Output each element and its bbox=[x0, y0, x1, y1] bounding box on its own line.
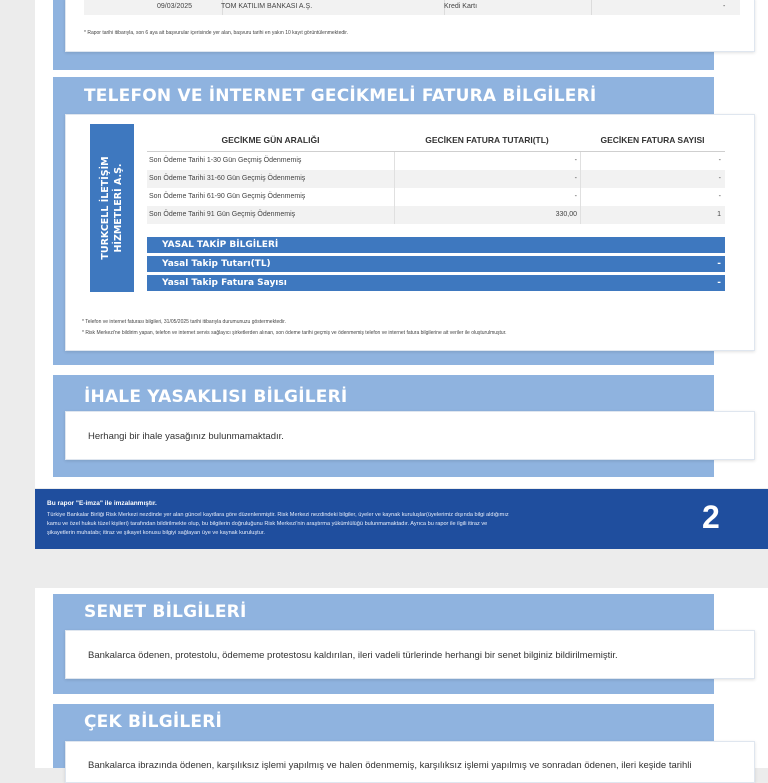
yasal-takip-tutar-row bbox=[147, 256, 725, 272]
yasal-takip-sayi-value: - bbox=[717, 278, 721, 288]
applications-table-row bbox=[84, 0, 740, 15]
cek-text: Bankalarca ibrazında ödenen, karşılıksız işlemi yapılmış ve halen ödenmemiş, karşılıksız işlemi yapılmış ve sonradan ödenen, ileri keşide tarihli bbox=[88, 760, 692, 771]
application-value: - bbox=[723, 3, 726, 10]
report-footer bbox=[35, 489, 768, 549]
ihale-card bbox=[65, 411, 755, 460]
footer-line-1: Türkiye Bankalar Birliği Risk Merkezi nezdinde yer alan güncel kayıtlara göre düzenlenmiştir. Risk Merkezi nezdindeki bilgiler, üyeler ve kaynak kuruluşlar(üyelerimiz dışında bilgi aldığımız bbox=[47, 512, 509, 518]
application-bank: TOM KATILIM BANKASI A.Ş. bbox=[221, 3, 313, 10]
footer-line-3: şikayetlerin muhatabı; itiraz ve şikayet konusu bilgiyi sağlayan üye ve kaynak kuruluştur. bbox=[47, 530, 265, 536]
footer-title: Bu rapor "E-imza" ile imzalanmıştır. bbox=[47, 500, 157, 507]
col-gecikme-gun: GECİKME GÜN ARALIĞI bbox=[221, 135, 320, 145]
table-row: Son Ödeme Tarihi 1-30 Gün Geçmiş Ödenmemiş - - bbox=[147, 152, 725, 170]
yasal-takip-header: YASAL TAKİP BİLGİLERİ bbox=[147, 237, 725, 253]
company-name: TURKCELL İLETİŞİM HİZMETLERİ A.Ş. bbox=[100, 156, 124, 260]
ihale-text: Herhangi bir ihale yasağınız bulunmamaktadır. bbox=[88, 431, 284, 442]
col-fatura-tutari: GECİKEN FATURA TUTARI(TL) bbox=[425, 135, 549, 145]
senet-text: Bankalarca ödenen, protestolu, ödememe protestosu kaldırılan, ileri vadeli türlerinde herhangi bir senet bilginiz bildirilmemiştir. bbox=[88, 650, 618, 661]
footer-line-2: kamu ve özel hukuk tüzel kişileri) tarafından bildirilmekte olup, bu bilgilerin doğruluğunu Risk Merkezi'nin araştırma yükümlülüğü bulunmamaktadır. Ayrıca bu rapor ile ilgili itiraz ve bbox=[47, 521, 488, 527]
table-row: Son Ödeme Tarihi 91 Gün Geçmiş Ödenmemiş 330,00 1 bbox=[147, 206, 725, 224]
ihale-section-title: İHALE YASAKLISI BİLGİLERİ bbox=[84, 387, 348, 407]
application-product: Kredi Kartı bbox=[444, 3, 478, 10]
table-row: Son Ödeme Tarihi 61-90 Gün Geçmiş Ödenmemiş - - bbox=[147, 188, 725, 206]
table-row: Son Ödeme Tarihi 31-60 Gün Geçmiş Ödenmemiş - - bbox=[147, 170, 725, 188]
telefon-card bbox=[65, 114, 755, 351]
applications-card bbox=[65, 0, 755, 52]
page-number: 2 bbox=[702, 499, 720, 535]
yasal-takip-tutar-label: Yasal Takip Tutarı(TL) bbox=[162, 259, 271, 269]
yasal-takip-tutar-value: - bbox=[717, 259, 721, 269]
cek-section-title: ÇEK BİLGİLERİ bbox=[84, 712, 223, 732]
cek-card bbox=[65, 741, 755, 783]
yasal-takip-sayi-row bbox=[147, 275, 725, 291]
company-label-box bbox=[90, 124, 134, 292]
senet-card bbox=[65, 630, 755, 679]
telefon-section-title: TELEFON VE İNTERNET GECİKMELİ FATURA BİLGİLERİ bbox=[84, 86, 597, 106]
application-date: 09/03/2025 bbox=[157, 3, 193, 10]
applications-footnote: * Rapor tarihi itibarıyla, son 6 aya ait başvurular içerisinde yer alan, başvuru tarihi en yakın 10 kayıt görüntülenmektedir. bbox=[84, 30, 349, 36]
senet-section-title: SENET BİLGİLERİ bbox=[84, 602, 247, 622]
telefon-note-1: * Telefon ve internet faturası bilgileri, 31/05/2025 tarihi itibarıyla durumunuzu göstermektedir. bbox=[82, 319, 286, 325]
telefon-note-2: * Risk Merkezi'ne bildirim yapan, telefon ve internet servis sağlayıcı şirketlerden alınan, son ödeme tarihi geçmiş ve ödenmemiş telefon ve internet fatura bilgilerine ait veriler ile oluşturulmuştur. bbox=[82, 330, 507, 336]
yasal-takip-sayi-label: Yasal Takip Fatura Sayısı bbox=[162, 278, 287, 288]
col-fatura-sayisi: GECİKEN FATURA SAYISI bbox=[600, 135, 705, 145]
telefon-table-header bbox=[147, 129, 725, 152]
